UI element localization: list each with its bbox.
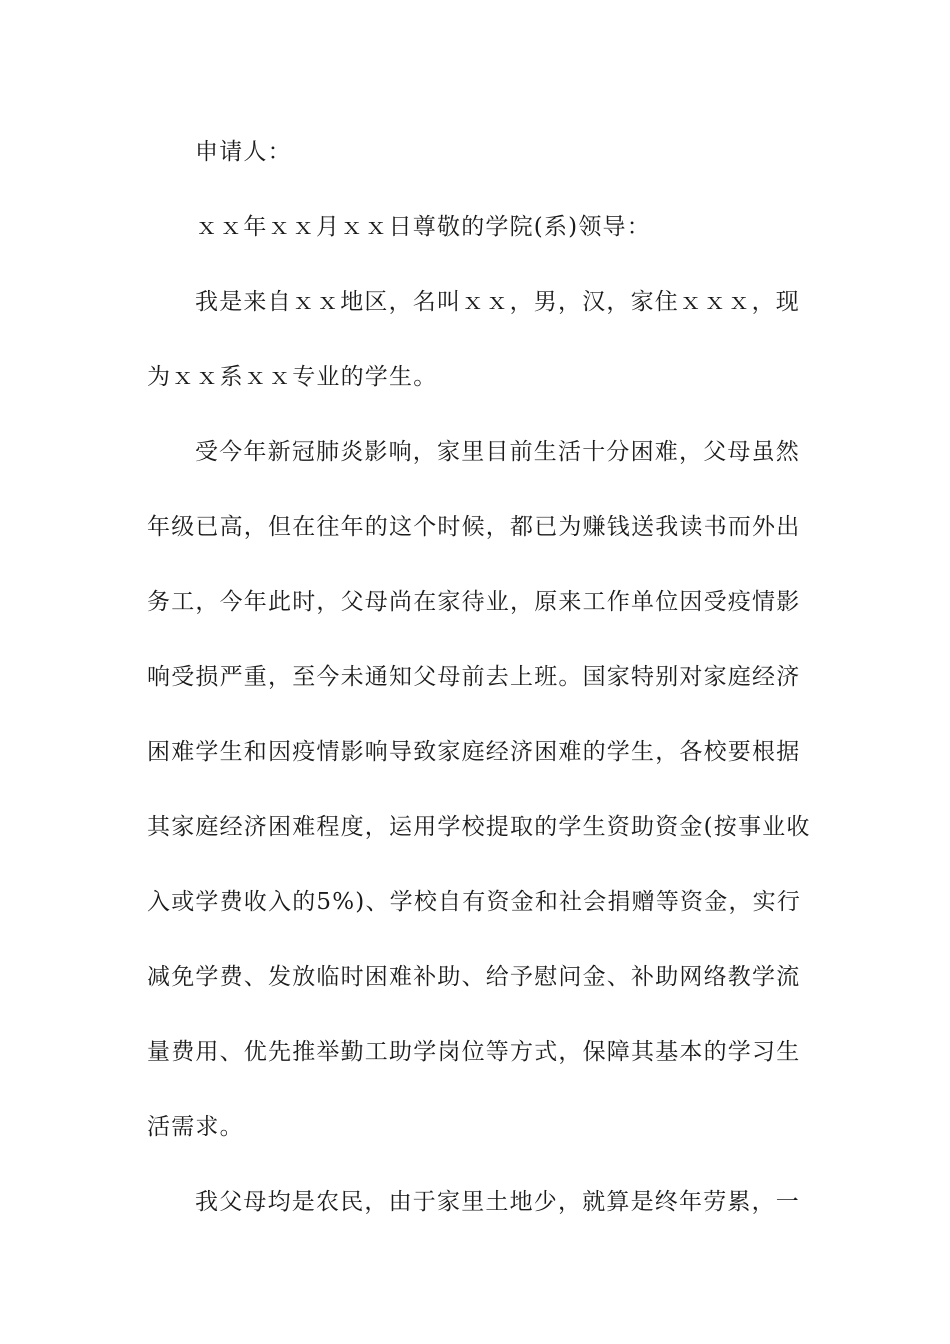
paragraph-2-line-9: 量费用、优先推举勤工助学岗位等方式，保障其基本的学习生 [147, 1039, 801, 1065]
paragraph-2-line-10: 活需求。 [147, 1114, 244, 1140]
paragraph-2-line-8: 减免学费、发放临时困难补助、给予慰问金、补助网络教学流 [147, 964, 801, 990]
applicant-label: 申请人： [195, 139, 292, 165]
paragraph-2-line-7: 入或学费收入的5%)、学校自有资金和社会捐赠等资金，实行 [147, 889, 802, 915]
paragraph-2-line-3: 务工，今年此时，父母尚在家待业，原来工作单位因受疫情影 [147, 589, 801, 615]
paragraph-1-line-2: 为ｘｘ系ｘｘ专业的学生。 [147, 364, 438, 390]
paragraph-2-line-4: 响受损严重，至今未通知父母前去上班。国家特别对家庭经济 [147, 664, 801, 690]
paragraph-1-line-1: 我是来自ｘｘ地区，名叫ｘｘ，男，汉，家住ｘｘｘ，现 [195, 289, 800, 315]
paragraph-2-line-5: 困难学生和因疫情影响导致家庭经济困难的学生，各校要根据 [147, 739, 801, 765]
paragraph-2-line-1: 受今年新冠肺炎影响，家里目前生活十分困难，父母虽然 [195, 439, 800, 465]
paragraph-3-line-1: 我父母均是农民，由于家里土地少，就算是终年劳累，一 [195, 1189, 800, 1215]
paragraph-2-line-6: 其家庭经济困难程度，运用学校提取的学生资助资金(按事业收 [147, 814, 811, 840]
paragraph-2-line-2: 年级已高，但在往年的这个时候，都已为赚钱送我读书而外出 [147, 514, 801, 540]
date-salutation-line: ｘｘ年ｘｘ月ｘｘ日尊敬的学院(系)领导： [195, 214, 651, 240]
